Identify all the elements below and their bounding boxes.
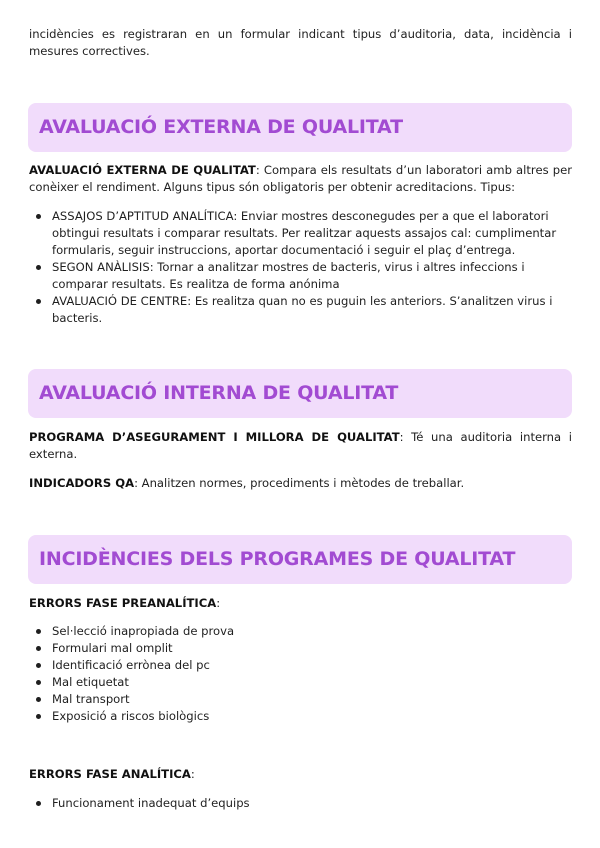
program-assurance-paragraph [29,429,572,463]
list-item: Identificació errònea del pc [33,657,573,674]
analytic-errors-label: ERRORS FASE ANALÍTICA [29,767,191,781]
qa-indicators-text: : Analitzen normes, procediments i mètodes de treballar. [134,476,465,490]
heading-incidences-box [28,535,572,584]
list-item: AVALUACIÓ DE CENTRE: Es realitza quan no es puguin les anteriors. S’analitzen virus i bacteris. [33,293,573,327]
heading-internal-quality-box [28,369,572,418]
list-item: ASSAJOS D’APTITUD ANALÍTICA: Enviar mostres desconegudes per a que el laboratori obtingui resultats i comparar resultats. Per realitzar aquests assajos cal: cumplimentar formularis, seguir instruccions, aportar documentació i seguir el plaç d’entrega. [33,208,573,259]
external-types-list [33,208,573,327]
program-assurance-term: PROGRAMA D’ASEGURAMENT I MILLORA DE QUALITAT [29,430,400,444]
heading-external-quality: AVALUACIÓ EXTERNA DE QUALITAT [39,116,403,138]
heading-external-quality-box [28,103,572,152]
list-item: Funcionament inadequat d’equips [33,795,573,812]
intro-paragraph: incidències es registraran en un formular indicant tipus d’auditoria, data, incidència i mesures correctives. [29,27,572,58]
preanalytic-errors-label-line [29,595,572,612]
program-assurance-text: : Té una auditoria interna i externa. [29,430,572,461]
external-description-text: : Compara els resultats d’un laboratori amb altres per conèixer el rendiment. Alguns tipus són obligatoris per obtenir acreditacions. Tipus: [29,163,572,194]
analytic-errors-list [33,795,573,812]
preanalytic-errors-colon: : [216,596,221,610]
external-description-term: AVALUACIÓ EXTERNA DE QUALITAT [29,163,256,177]
heading-incidences: INCIDÈNCIES DELS PROGRAMES DE QUALITAT [39,548,516,570]
preanalytic-errors-list [33,623,573,725]
external-description-paragraph [29,162,572,196]
preanalytic-errors-label: ERRORS FASE PREANALÍTICA [29,596,217,610]
list-item: Mal etiquetat [33,674,573,691]
list-item: Exposició a riscos biològics [33,708,573,725]
list-item: SEGON ANÀLISIS: Tornar a analitzar mostres de bacteris, virus i altres infeccions i comparar resultats. Es realitza de forma anónima [33,259,573,293]
qa-indicators-term: INDICADORS QA [29,476,135,490]
qa-indicators-paragraph [29,475,572,492]
list-item: Sel·lecció inapropiada de prova [33,623,573,640]
analytic-errors-colon: : [190,767,195,781]
heading-internal-quality: AVALUACIÓ INTERNA DE QUALITAT [39,382,399,404]
list-item: Formulari mal omplit [33,640,573,657]
analytic-errors-label-line [29,766,572,783]
list-item: Mal transport [33,691,573,708]
